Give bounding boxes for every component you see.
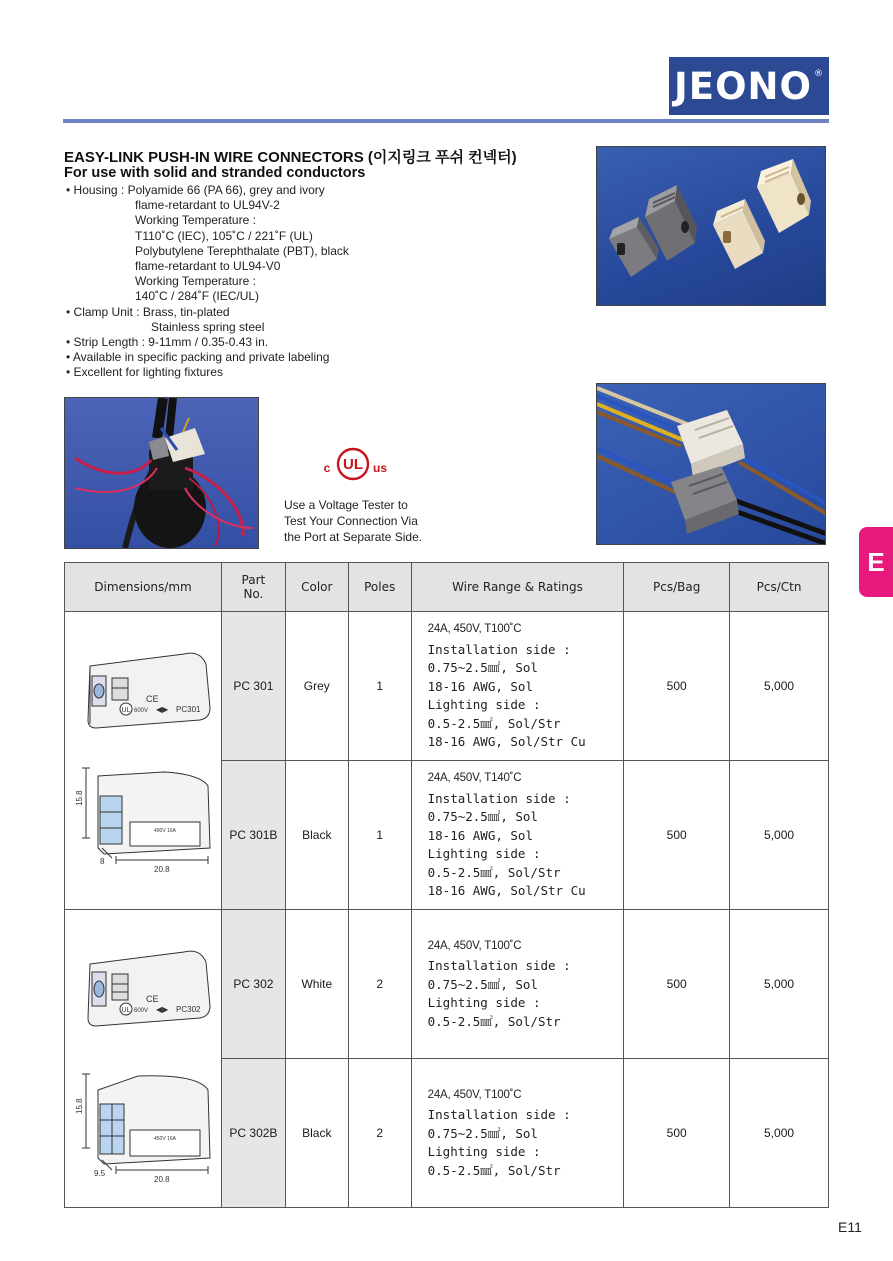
drawing-rating: 600V	[133, 1007, 148, 1014]
wire-line: Installation side :	[427, 641, 571, 657]
pcs-bag: 500	[624, 761, 730, 910]
drawing-rating: 600V	[133, 707, 148, 714]
spec-line: • Excellent for lighting fixtures	[66, 365, 223, 380]
wire-line: 0.5-2.5㎟, Sol/Str	[427, 715, 561, 731]
poles-value: 1	[348, 761, 411, 910]
dim-width: 20.8	[153, 864, 170, 874]
svg-text:◀▶: ◀▶	[155, 1004, 169, 1014]
wire-line: Lighting side :	[427, 995, 541, 1011]
section-tab: E	[859, 527, 893, 597]
drawing-pc302	[65, 910, 222, 1208]
wire-ratings	[411, 612, 624, 761]
drawing-label: PC301	[175, 704, 201, 714]
header-poles: Poles	[348, 563, 411, 612]
spec-line: Polybutylene Terephthalate (PBT), black	[135, 243, 349, 258]
header-part-line2: No.	[243, 587, 264, 601]
wire-line: 0.75~2.5㎟, Sol	[427, 1125, 538, 1141]
spec-line: Stainless spring steel	[151, 319, 265, 334]
spec-line: • Housing : Polyamide 66 (PA 66), grey and ivory	[66, 183, 325, 197]
spec-line: • Clamp Unit : Brass, tin-plated	[66, 304, 230, 319]
poles-value: 2	[348, 1059, 411, 1208]
pcs-bag: 500	[624, 612, 730, 761]
wired-connectors-photo	[596, 383, 826, 545]
spec-line: Working Temperature :	[135, 213, 256, 228]
header-pcs-bag: Pcs/Bag	[624, 563, 730, 612]
wire-ratings	[411, 1059, 624, 1208]
rating-line: 24A, 450V, T100˚C	[427, 1088, 522, 1101]
page-title: EASY-LINK PUSH-IN WIRE CONNECTORS (이지링크 푸쉬 컨넥터)	[64, 149, 517, 166]
installation-photo	[64, 397, 259, 549]
part-no: PC 302B	[221, 1059, 285, 1208]
ul-right: us	[372, 461, 388, 475]
table-row	[65, 910, 829, 1059]
poles-value: 1	[348, 612, 411, 761]
table-row	[65, 612, 829, 761]
pcs-ctn: 5,000	[730, 1059, 829, 1208]
wire-line: 0.5-2.5㎟, Sol/Str	[427, 1013, 561, 1029]
tester-line: Use a Voltage Tester to	[284, 498, 408, 512]
header-pcs-ctn: Pcs/Ctn	[730, 563, 829, 612]
ul-mid: UL	[343, 456, 363, 473]
drawing-sublabel: 400V 16A	[153, 827, 176, 834]
color-value: Black	[285, 1059, 348, 1208]
color-value: White	[285, 910, 348, 1059]
wire-line: 18-16 AWG, Sol/Str Cu	[427, 883, 586, 899]
ul-listing-mark	[318, 446, 388, 482]
dim-width: 20.8	[153, 1174, 170, 1184]
color-value: Grey	[285, 612, 348, 761]
rating-line: 24A, 450V, T100˚C	[427, 623, 522, 636]
rating-line: 24A, 450V, T100˚C	[427, 939, 522, 952]
pcs-bag: 500	[624, 1059, 730, 1208]
wire-line: 0.75~2.5㎟, Sol	[427, 660, 538, 676]
product-photo-connectors	[596, 146, 826, 306]
header-wire-range: Wire Range & Ratings	[411, 563, 624, 612]
wire-line: Lighting side :	[427, 697, 541, 713]
wire-line: Installation side :	[427, 1107, 571, 1123]
spec-line: • Strip Length : 9-11mm / 0.35-0.43 in.	[66, 335, 269, 350]
wire-line: Installation side :	[427, 790, 571, 806]
poles-value: 2	[348, 910, 411, 1059]
wire-ratings	[411, 761, 624, 910]
spec-line: T110˚C (IEC), 105˚C / 221˚F (UL)	[135, 228, 313, 243]
tester-line: Test Your Connection Via	[284, 514, 418, 528]
header-part-no	[221, 563, 285, 612]
table-header-row	[65, 563, 829, 612]
wire-line: Installation side :	[427, 958, 571, 974]
part-no: PC 302	[221, 910, 285, 1059]
color-value: Black	[285, 761, 348, 910]
pcs-ctn: 5,000	[730, 612, 829, 761]
brand-name: JEONO	[674, 64, 812, 108]
page-number: E11	[838, 1219, 862, 1235]
part-no: PC 301	[221, 612, 285, 761]
spec-line: Working Temperature :	[135, 274, 256, 289]
drawing-sublabel: 450V 16A	[153, 1135, 176, 1142]
dim-height: 15.8	[74, 789, 84, 806]
header-part-line1: Part	[241, 573, 266, 587]
svg-text:CE: CE	[145, 693, 159, 704]
tester-note	[284, 497, 422, 545]
wire-line: 0.75~2.5㎟, Sol	[427, 976, 538, 992]
pcs-ctn: 5,000	[730, 761, 829, 910]
dim-depth: 8	[99, 856, 105, 866]
dim-height: 15.8	[74, 1097, 84, 1114]
brand-logo	[669, 57, 829, 115]
wire-line: 0.5-2.5㎟, Sol/Str	[427, 864, 561, 880]
spec-line: flame-retardant to UL94V-2	[135, 198, 280, 213]
spec-line: flame-retardant to UL94-V0	[135, 259, 281, 274]
rating-line: 24A, 450V, T140˚C	[427, 772, 522, 785]
ul-left: c	[323, 461, 331, 475]
spec-list	[66, 183, 349, 381]
svg-text:UL: UL	[121, 706, 131, 714]
pcs-ctn: 5,000	[730, 910, 829, 1059]
pcs-bag: 500	[624, 910, 730, 1059]
wire-ratings	[411, 910, 624, 1059]
drawing-label: PC302	[175, 1004, 201, 1014]
header-rule	[63, 119, 829, 123]
header-color: Color	[285, 563, 348, 612]
spec-line: 140˚C / 284˚F (IEC/UL)	[135, 289, 260, 304]
wire-line: Lighting side :	[427, 1144, 541, 1160]
header-dimensions: Dimensions/mm	[65, 563, 222, 612]
spec-line: • Available in specific packing and private labeling	[66, 350, 330, 365]
part-no: PC 301B	[221, 761, 285, 910]
wire-line: 0.75~2.5㎟, Sol	[427, 809, 538, 825]
registered-mark: ®	[813, 69, 824, 79]
wire-line: 18-16 AWG, Sol	[427, 827, 533, 843]
drawing-pc301	[65, 612, 222, 910]
wire-line: Lighting side :	[427, 846, 541, 862]
wire-line: 18-16 AWG, Sol	[427, 678, 533, 694]
wire-line: 0.5-2.5㎟, Sol/Str	[427, 1162, 561, 1178]
svg-text:UL: UL	[121, 1006, 131, 1014]
spec-table	[64, 562, 829, 1208]
svg-text:◀▶: ◀▶	[155, 704, 169, 714]
svg-text:CE: CE	[145, 993, 159, 1004]
page-subtitle: For use with solid and stranded conductors	[64, 165, 366, 181]
dim-depth: 9.5	[93, 1168, 106, 1178]
tester-line: the Port at Separate Side.	[284, 530, 423, 544]
wire-line: 18-16 AWG, Sol/Str Cu	[427, 734, 586, 750]
